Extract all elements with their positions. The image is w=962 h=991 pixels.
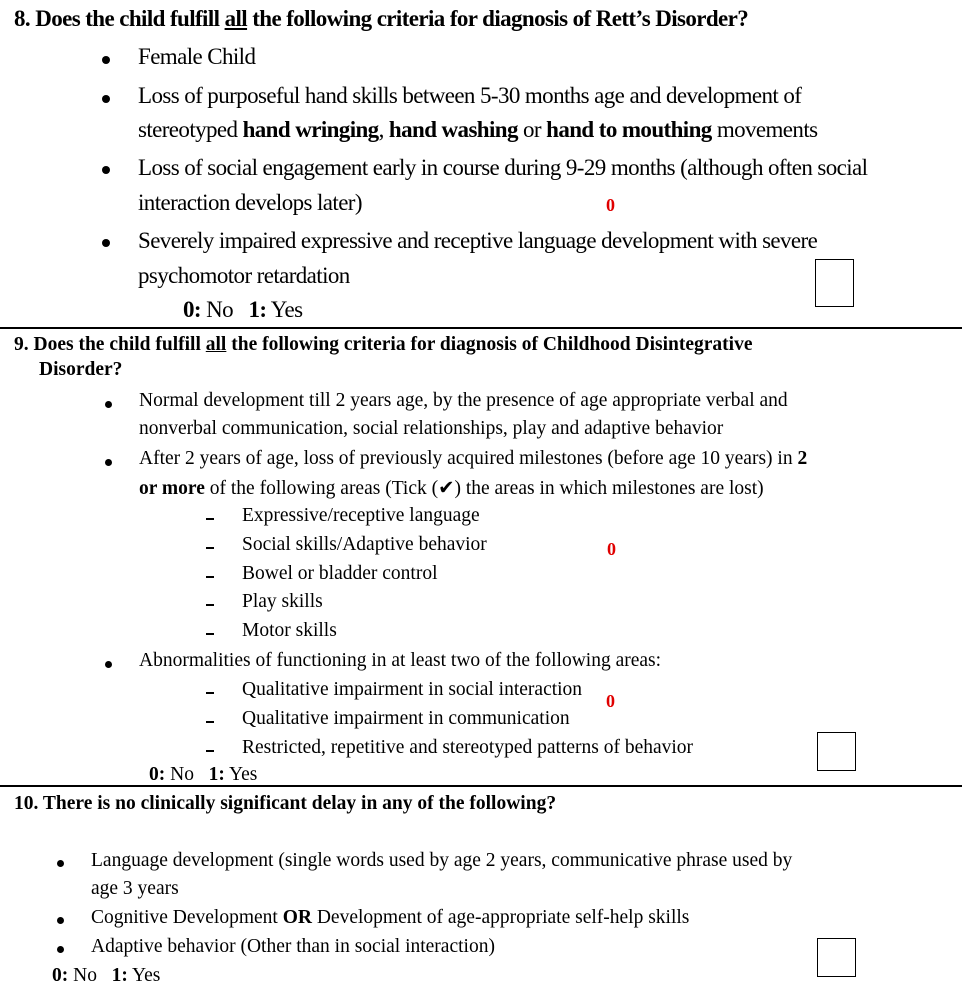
scale-0-key: 0:	[52, 965, 69, 986]
bullet-icon	[57, 860, 64, 867]
scale-1-label: Yes	[127, 965, 161, 986]
scale-0-key: 0:	[149, 764, 166, 785]
scale-1-key: 1:	[208, 764, 225, 785]
score-mark: 0	[607, 539, 616, 559]
q9-area-4[interactable]: Play skills	[242, 591, 323, 612]
q10-answer-box[interactable]	[817, 938, 856, 977]
q10-scale	[52, 965, 160, 987]
q9-area-5[interactable]: Motor skills	[242, 620, 337, 641]
dash-icon	[206, 692, 214, 694]
q10-item-1-line1: Language development (single words used by age 2 years, communicative phrase used by	[91, 850, 793, 871]
q8-title-pre: 8. Does the child fulfill	[14, 6, 225, 31]
q9-area-3[interactable]: Bowel or bladder control	[242, 563, 438, 584]
q9-title-emph: all	[205, 334, 227, 355]
q8-item-3-line1: Loss of social engagement early in course during 9-29 months (although often social	[138, 155, 868, 180]
q9-answer-box[interactable]	[817, 732, 856, 771]
q8-item-4-line2: psychomotor retardation	[138, 263, 350, 288]
q10-item-2	[91, 907, 689, 929]
q8-answer-box[interactable]	[815, 259, 854, 307]
q8-title	[14, 6, 748, 32]
text-bold: OR	[282, 907, 312, 928]
section-divider	[0, 327, 962, 329]
q10-item-3: Adaptive behavior (Other than in social interaction)	[91, 936, 495, 957]
q9-item-2-line2	[139, 476, 764, 500]
q8-item-2-line1: Loss of purposeful hand skills between 5-30 months age and development of	[138, 83, 802, 108]
q9-title-post: the following criteria for diagnosis of Childhood Disintegrative	[226, 334, 753, 355]
scale-1-key: 1:	[111, 965, 128, 986]
text-bold: 2	[797, 448, 808, 469]
q9-scale	[149, 764, 257, 786]
text-run: Development of age-appropriate self-help skills	[311, 907, 690, 928]
text-bold: or more	[139, 478, 205, 499]
scale-1-label: Yes	[266, 297, 303, 322]
text-bold: hand wringing	[242, 117, 379, 142]
scale-1-label: Yes	[224, 764, 258, 785]
scale-0-label: No	[165, 764, 194, 785]
bullet-icon	[105, 459, 112, 466]
q9-abnormality-3: Restricted, repetitive and stereotyped patterns of behavior	[242, 737, 694, 758]
text-run: ,	[378, 117, 389, 142]
text-run: stereotyped	[138, 117, 243, 142]
bullet-icon	[102, 166, 110, 174]
q9-item-1-line1: Normal development till 2 years age, by the presence of age appropriate verbal and	[139, 390, 788, 411]
bullet-icon	[57, 917, 64, 924]
q9-area-1[interactable]: Expressive/receptive language	[242, 505, 480, 526]
text-bold: hand washing	[388, 117, 518, 142]
q8-item-2-line2	[138, 117, 817, 143]
score-mark: 0	[606, 195, 615, 215]
q9-item-2-line1	[139, 448, 807, 470]
dash-icon	[206, 750, 214, 752]
dash-icon	[206, 547, 214, 549]
q9-abnormality-2: Qualitative impairment in communication	[242, 708, 570, 729]
dash-icon	[206, 721, 214, 723]
scale-0-key: 0:	[183, 297, 201, 322]
text-run: After 2 years of age, loss of previously acquired milestones (before age 10 years) in	[139, 448, 798, 469]
bullet-icon	[105, 401, 112, 408]
q8-item-4-line1: Severely impaired expressive and receptive language development with severe	[138, 228, 818, 253]
text-run: or	[517, 117, 547, 142]
bullet-icon	[105, 661, 112, 668]
dash-icon	[206, 604, 214, 606]
q9-title-line2: Disorder?	[39, 359, 123, 380]
section-divider	[0, 785, 962, 787]
q10-item-1-line2: age 3 years	[91, 878, 179, 899]
dash-icon	[206, 633, 214, 635]
q9-item-3: Abnormalities of functioning in at least two of the following areas:	[139, 650, 662, 671]
text-run: movements	[711, 117, 818, 142]
q8-item-1: Female Child	[138, 44, 256, 69]
q9-item-1-line2: nonverbal communication, social relationships, play and adaptive behavior	[139, 418, 724, 439]
q9-title-pre: 9. Does the child fulfill	[14, 334, 206, 355]
q9-area-2[interactable]: Social skills/Adaptive behavior	[242, 534, 487, 555]
q10-title: 10. There is no clinically significant delay in any of the following?	[14, 793, 557, 814]
scale-0-label: No	[200, 297, 234, 322]
bullet-icon	[57, 946, 64, 953]
bullet-icon	[102, 56, 110, 64]
score-mark: 0	[606, 691, 615, 711]
scale-0-label: No	[68, 965, 97, 986]
dash-icon	[206, 518, 214, 520]
text-run: of the following areas (Tick (✔) the areas in which milestones are lost)	[204, 478, 764, 499]
q9-title	[14, 334, 753, 356]
q8-title-emph: all	[224, 6, 248, 31]
bullet-icon	[102, 95, 110, 103]
text-bold: hand to mouthing	[546, 117, 712, 142]
scale-1-key: 1:	[248, 297, 267, 322]
q8-item-3-line2: interaction develops later)	[138, 190, 362, 215]
bullet-icon	[102, 239, 110, 247]
q8-title-post: the following criteria for diagnosis of Rett’s Disorder?	[247, 6, 749, 31]
q9-abnormality-1: Qualitative impairment in social interaction	[242, 679, 583, 700]
text-run: Cognitive Development	[91, 907, 283, 928]
q8-scale	[183, 297, 302, 323]
dash-icon	[206, 576, 214, 578]
